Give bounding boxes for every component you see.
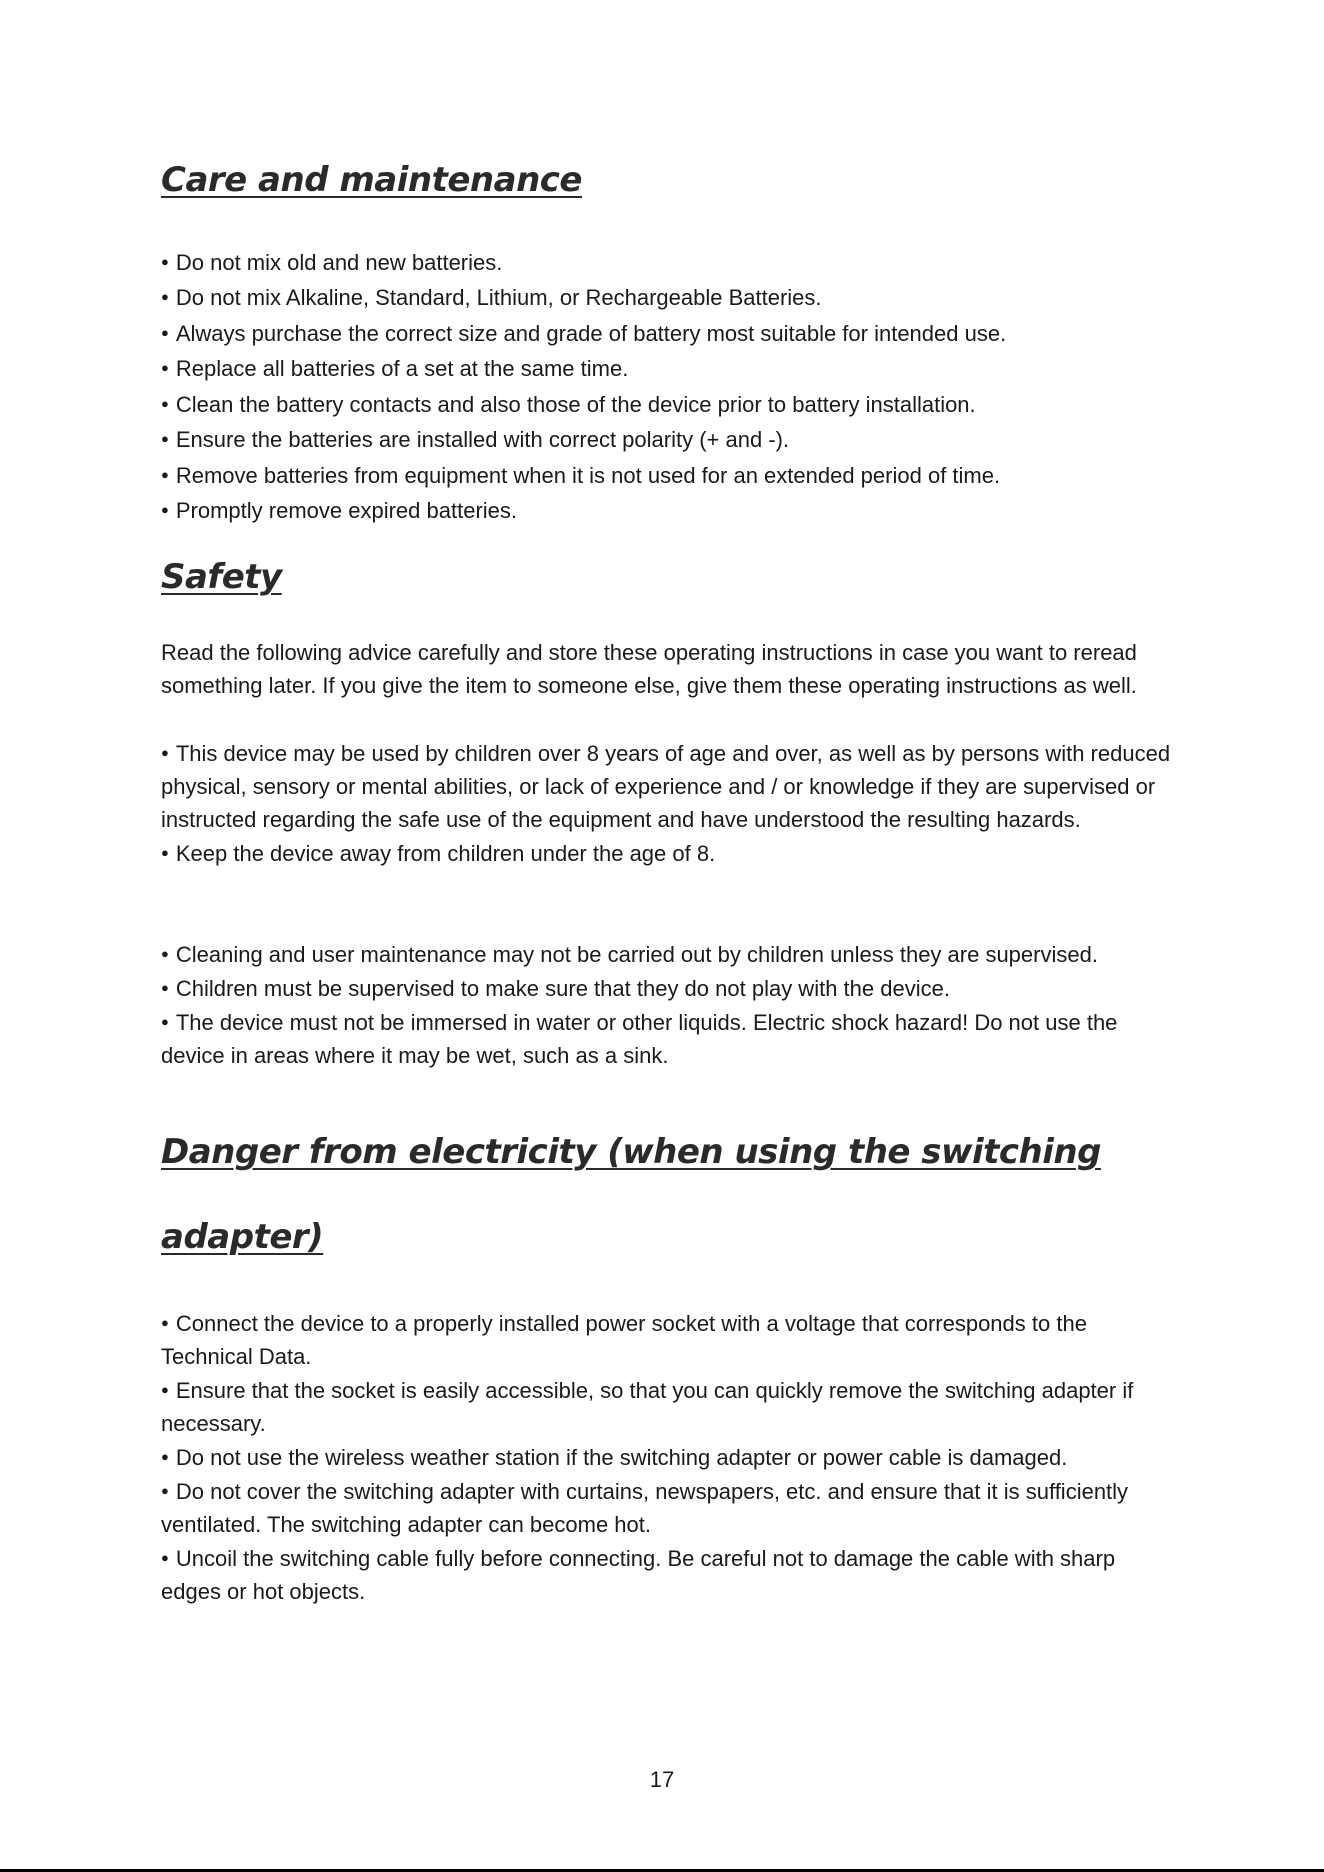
list-item: ● Keep the device away from children under the age of 8. (161, 836, 1171, 870)
bullet-icon: ● (161, 1482, 169, 1498)
page-content (161, 160, 1171, 1608)
bullet-icon: ● (161, 289, 169, 305)
list-item: ● Uncoil the switching cable fully before connecting. Be careful not to damage the cable with sharp edges or hot objects. (161, 1541, 1171, 1608)
list-item: ● Promptly remove expired batteries. (161, 493, 1171, 529)
care-list (161, 245, 1171, 529)
bullet-icon: ● (161, 945, 169, 961)
bullet-icon: ● (161, 1549, 169, 1565)
list-item: ● Do not mix old and new batteries. (161, 245, 1171, 281)
list-item: ● Do not use the wireless weather station if the switching adapter or power cable is damaged. (161, 1440, 1171, 1474)
bullet-icon: ● (161, 1381, 169, 1397)
list-item: ● Cleaning and user maintenance may not be carried out by children unless they are supervised. (161, 937, 1171, 971)
bullet-icon: ● (161, 253, 169, 269)
list-item: ● Connect the device to a properly installed power socket with a voltage that corresponds to the Technical Data. (161, 1306, 1171, 1373)
bullet-icon: ● (161, 502, 169, 518)
electricity-heading: Danger from electricity (when using the switching adapter) (161, 1131, 1101, 1257)
bullet-icon: ● (161, 1448, 169, 1464)
bullet-icon: ● (161, 1013, 169, 1029)
list-item: ● Do not cover the switching adapter with curtains, newspapers, etc. and ensure that it is sufficiently ventilated. The switching adapter can become hot. (161, 1474, 1171, 1541)
page-number: 17 (649, 1767, 675, 1792)
bullet-icon: ● (161, 360, 169, 376)
list-item: ● Replace all batteries of a set at the same time. (161, 351, 1171, 387)
list-item: ● Remove batteries from equipment when it is not used for an extended period of time. (161, 458, 1171, 494)
list-item: ● Clean the battery contacts and also those of the device prior to battery installation. (161, 387, 1171, 423)
bullet-icon: ● (161, 466, 169, 482)
list-item: ● Ensure that the socket is easily accessible, so that you can quickly remove the switching adapter if necessary. (161, 1373, 1171, 1440)
bullet-icon: ● (161, 744, 169, 760)
list-item: ● Always purchase the correct size and grade of battery most suitable for intended use. (161, 316, 1171, 352)
list-item: ● Do not mix Alkaline, Standard, Lithium, or Rechargeable Batteries. (161, 280, 1171, 316)
bullet-icon: ● (161, 324, 169, 340)
list-item: ● This device may be used by children over 8 years of age and over, as well as by persons with reduced physical, sensory or mental abilities, or lack of experience and / or knowledge if they are supervised or instructed regarding the safe use of the equipment and have understood the resulting hazards. (161, 736, 1171, 836)
list-item: ● The device must not be immersed in water or other liquids. Electric shock hazard! Do not use the device in areas where it may be wet, such as a sink. (161, 1005, 1171, 1072)
electricity-list (161, 1306, 1171, 1608)
bullet-icon: ● (161, 395, 169, 411)
bullet-icon: ● (161, 1314, 169, 1330)
bullet-icon: ● (161, 431, 169, 447)
list-item: ● Children must be supervised to make sure that they do not play with the device. (161, 971, 1171, 1005)
list-item: ● Ensure the batteries are installed with correct polarity (+ and -). (161, 422, 1171, 458)
safety-intro: Read the following advice carefully and store these operating instructions in case you want to reread something later. If you give the item to someone else, give them these operating instructions as well. (161, 639, 1137, 698)
bullet-icon: ● (161, 844, 169, 860)
bullet-icon: ● (161, 979, 169, 995)
care-heading: Care and maintenance (161, 160, 582, 200)
safety-heading: Safety (161, 556, 282, 597)
